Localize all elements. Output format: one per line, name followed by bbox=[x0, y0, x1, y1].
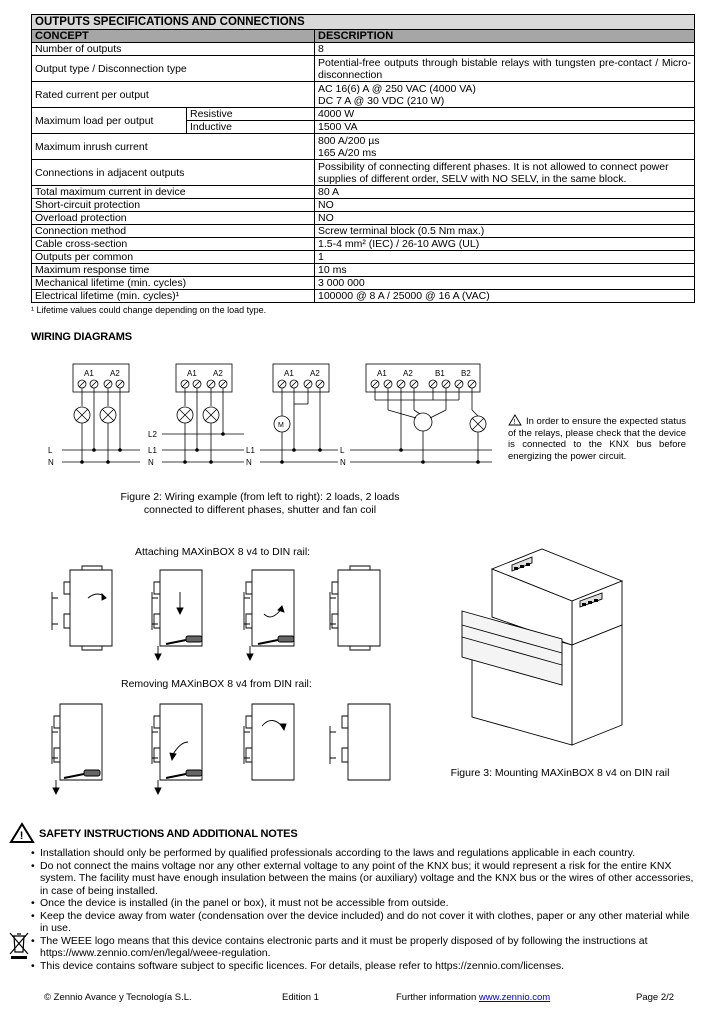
terminal-label: A2 bbox=[403, 369, 413, 378]
safety-list bbox=[30, 847, 700, 972]
table-row bbox=[32, 290, 695, 303]
line-label-l2: L2 bbox=[148, 430, 157, 439]
table-row bbox=[32, 82, 695, 108]
attach-diagram bbox=[30, 562, 450, 662]
terminal-label: A2 bbox=[310, 369, 320, 378]
table-row bbox=[32, 225, 695, 238]
table-row bbox=[32, 186, 695, 199]
table-row bbox=[32, 43, 695, 56]
remove-label: Removing MAXinBOX 8 v4 from DIN rail: bbox=[121, 678, 312, 690]
line-label-n: N bbox=[340, 458, 346, 467]
safety-item: • Do not connect the mains voltage nor any other external voltage to any point of the KNX bus; it would represent a risk for the entire KNX system. The facility must have enough insulation between the mains (or auxiliary) voltage and the KNX bus or the wires of other accessories, in case of being installed. bbox=[40, 860, 700, 898]
concept-cell: Number of outputs bbox=[32, 43, 315, 56]
weee-logo-icon bbox=[8, 930, 30, 960]
safety-item: • Keep the device away from water (condensation over the device included) and do not cover it with clothes, paper or any other material while in use. bbox=[40, 910, 700, 935]
figure-3-caption: Figure 3: Mounting MAXinBOX 8 v4 on DIN rail bbox=[450, 767, 670, 779]
line-label-n: N bbox=[48, 458, 54, 467]
description-cell: 100000 @ 8 A / 25000 @ 16 A (VAC) bbox=[315, 290, 695, 303]
sub-concept-cell: Resistive bbox=[187, 108, 315, 121]
description-cell: Potential-free outputs through bistable relays with tungsten pre-contact / Micro-disconnection bbox=[315, 56, 695, 82]
table-row bbox=[32, 277, 695, 290]
safety-item: • The WEEE logo means that this device contains electronic parts and it must be properly disposed of by following the instructions at https://www.zennio.com/en/legal/weee-regulation. bbox=[40, 935, 700, 960]
description-cell: 1.5-4 mm² (IEC) / 26-10 AWG (UL) bbox=[315, 238, 695, 251]
description-line: 800 A/200 µs bbox=[318, 134, 380, 147]
concept-cell: Overload protection bbox=[32, 212, 315, 225]
description-cell: 1500 VA bbox=[315, 121, 695, 134]
terminal-label: B2 bbox=[461, 369, 471, 378]
description-cell: 8 bbox=[315, 43, 695, 56]
concept-cell: Rated current per output bbox=[32, 82, 315, 108]
line-label-l: L bbox=[48, 446, 53, 455]
table-footnote: ¹ Lifetime values could change depending on the load type. bbox=[31, 305, 267, 315]
footer-edition: Edition 1 bbox=[282, 992, 319, 1003]
device-illustration bbox=[462, 545, 672, 765]
table-row bbox=[32, 134, 695, 160]
safety-item: • Installation should only be performed by qualified professionals according to the laws and regulations applicable in each country. bbox=[40, 847, 700, 860]
wiring-note: In order to ensure the expected status of the relays, please check that the device is connected to the KNX bus before energizing the power circuit. bbox=[508, 416, 687, 462]
remove-diagram bbox=[30, 696, 450, 796]
terminal-label: A1 bbox=[377, 369, 387, 378]
table-row bbox=[32, 199, 695, 212]
concept-cell: Connection method bbox=[32, 225, 315, 238]
description-line: AC 16(6) A @ 250 VAC (4000 VA) bbox=[318, 82, 476, 95]
safety-heading: SAFETY INSTRUCTIONS AND ADDITIONAL NOTES bbox=[39, 828, 298, 840]
terminal-label: A2 bbox=[213, 369, 223, 378]
table-row bbox=[32, 264, 695, 277]
concept-cell: Mechanical lifetime (min. cycles) bbox=[32, 277, 315, 290]
concept-cell: Total maximum current in device bbox=[32, 186, 315, 199]
column-header-description: DESCRIPTION bbox=[315, 30, 695, 43]
concept-cell: Outputs per common bbox=[32, 251, 315, 264]
concept-cell: Electrical lifetime (min. cycles)¹ bbox=[32, 290, 315, 303]
description-cell: NO bbox=[315, 212, 695, 225]
safety-item: • Once the device is installed (in the panel or box), it must not be accessible from outside. bbox=[40, 897, 700, 910]
description-cell: NO bbox=[315, 199, 695, 212]
motor-label: M bbox=[278, 422, 284, 429]
line-label-l: L bbox=[340, 446, 345, 455]
description-cell: 1 bbox=[315, 251, 695, 264]
description-cell: Possibility of connecting different phases. It is not allowed to connect power supplies of different order, SELV with NO SELV, in the same block. bbox=[315, 160, 695, 186]
footer-page: Page 2/2 bbox=[636, 992, 675, 1003]
footer-info bbox=[396, 992, 550, 1003]
concept-cell: Maximum inrush current bbox=[32, 134, 315, 160]
terminal-label: A1 bbox=[187, 369, 197, 378]
description-line: 165 A/20 ms bbox=[318, 146, 377, 159]
terminal-label: A2 bbox=[110, 369, 120, 378]
table-row bbox=[32, 160, 695, 186]
safety-item: • This device contains software subject to specific licences. For details, please refer to https://zennio.com/licenses. bbox=[40, 960, 700, 973]
footer-company: © Zennio Avance y Tecnología S.L. bbox=[44, 992, 192, 1003]
line-label-l1: L1 bbox=[148, 446, 157, 455]
description-line: DC 7 A @ 30 VDC (210 W) bbox=[318, 94, 445, 107]
description-cell bbox=[315, 134, 695, 160]
terminal-label: A1 bbox=[84, 369, 94, 378]
line-label-l1: L1 bbox=[246, 446, 255, 455]
table-row bbox=[32, 251, 695, 264]
warning-icon bbox=[9, 822, 35, 844]
table-row bbox=[32, 56, 695, 82]
concept-cell: Output type / Disconnection type bbox=[32, 56, 315, 82]
description-cell: 80 A bbox=[315, 186, 695, 199]
website-link[interactable]: www.zennio.com bbox=[478, 992, 551, 1003]
table-title: OUTPUTS SPECIFICATIONS AND CONNECTIONS bbox=[32, 15, 695, 30]
table-row bbox=[32, 212, 695, 225]
wiring-heading: WIRING DIAGRAMS bbox=[31, 331, 132, 343]
table-row bbox=[32, 108, 695, 121]
svg-text:!: ! bbox=[513, 419, 516, 426]
concept-cell: Maximum response time bbox=[32, 264, 315, 277]
line-label-n: N bbox=[246, 458, 252, 467]
description-cell bbox=[315, 82, 695, 108]
terminal-label: A1 bbox=[284, 369, 294, 378]
figure-2-caption: Figure 2: Wiring example (from left to right): 2 loads, 2 loads connected to different phases, shutter and fan coil bbox=[120, 491, 400, 516]
specifications-table bbox=[31, 14, 695, 303]
description-cell: 4000 W bbox=[315, 108, 695, 121]
description-cell: 3 000 000 bbox=[315, 277, 695, 290]
concept-cell: Cable cross-section bbox=[32, 238, 315, 251]
concept-cell: Connections in adjacent outputs bbox=[32, 160, 315, 186]
line-label-n: N bbox=[148, 458, 154, 467]
sub-concept-cell: Inductive bbox=[187, 121, 315, 134]
concept-cell: Short-circuit protection bbox=[32, 199, 315, 212]
svg-text:!: ! bbox=[19, 830, 24, 842]
fan-icon bbox=[414, 413, 432, 431]
description-cell: Screw terminal block (0.5 Nm max.) bbox=[315, 225, 695, 238]
footer-info-prefix: Further information bbox=[396, 992, 479, 1003]
concept-cell: Maximum load per output bbox=[32, 108, 187, 134]
column-header-concept: CONCEPT bbox=[32, 30, 315, 43]
terminal-label: B1 bbox=[435, 369, 445, 378]
table-row bbox=[32, 238, 695, 251]
attach-label: Attaching MAXinBOX 8 v4 to DIN rail: bbox=[135, 546, 311, 558]
description-cell: 10 ms bbox=[315, 264, 695, 277]
